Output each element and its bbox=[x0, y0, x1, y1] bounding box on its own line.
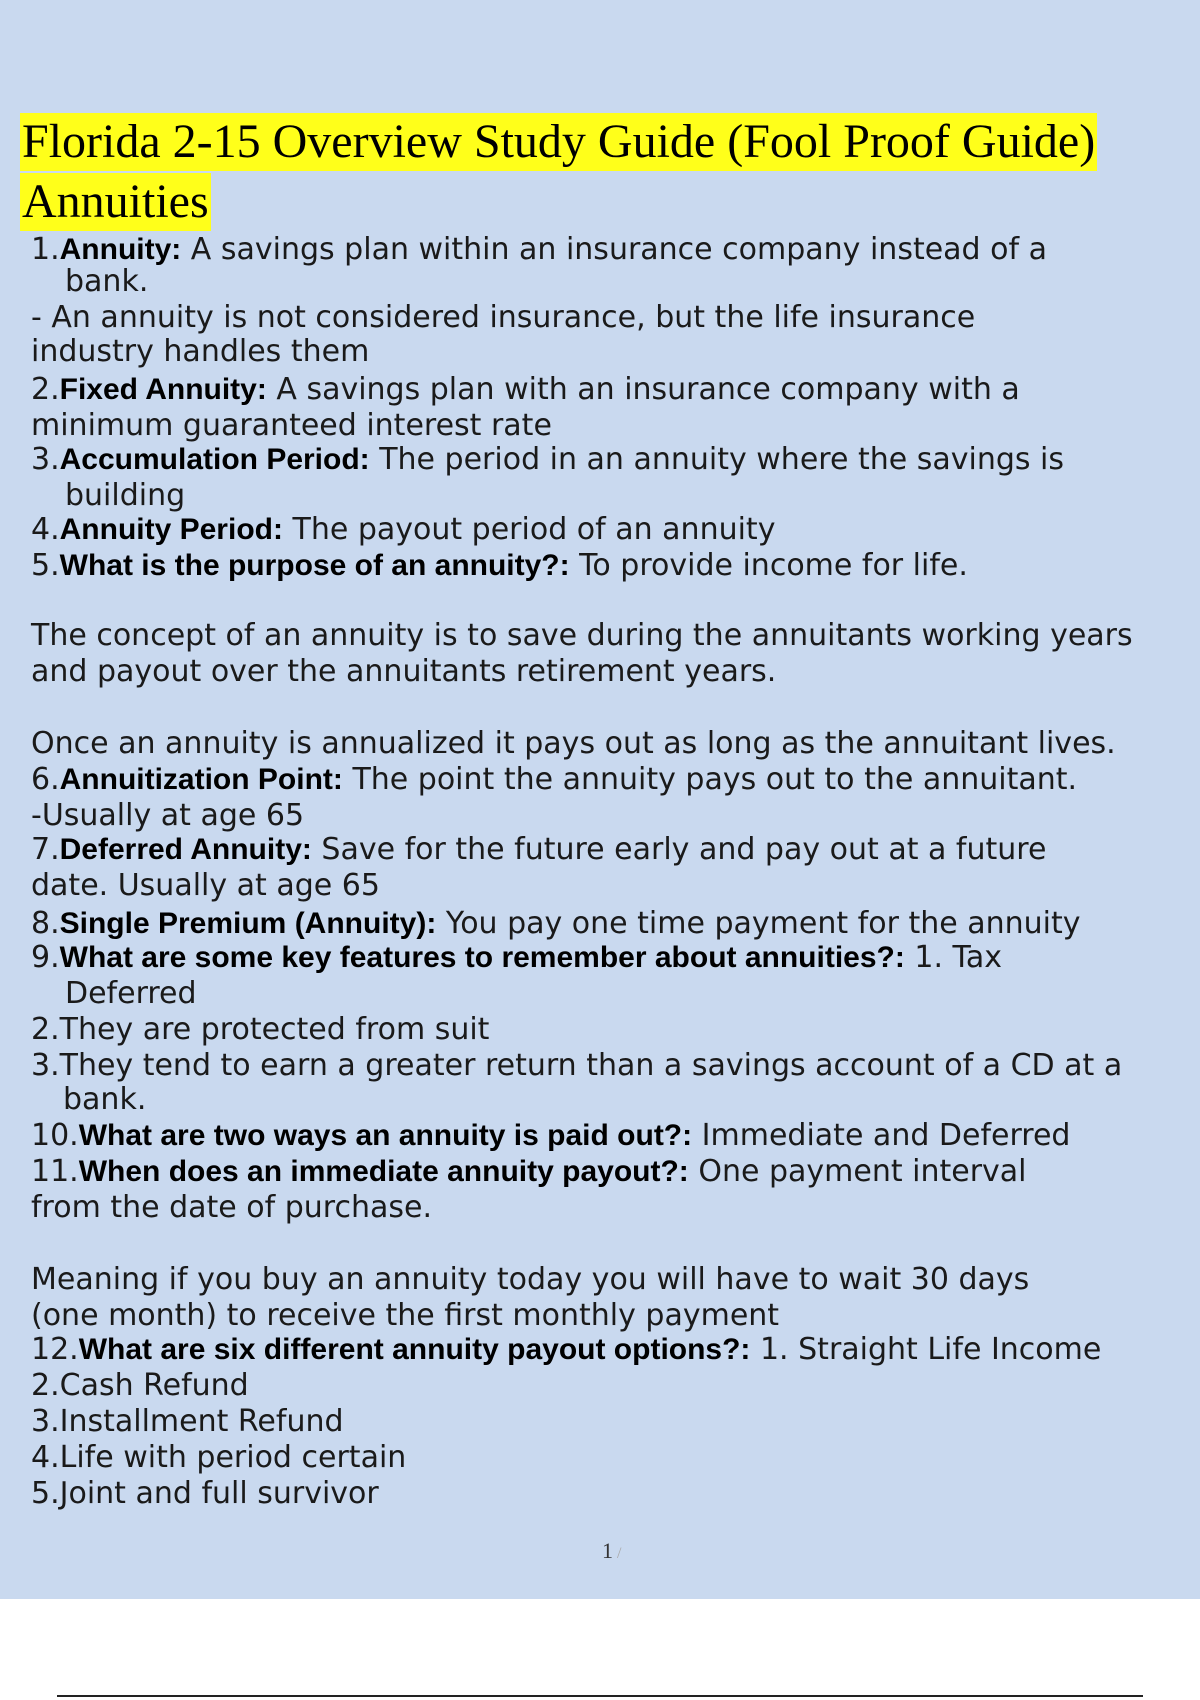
list-item bbox=[31, 1118, 1070, 1154]
item-definition: A savings plan with an insurance company with a bbox=[266, 372, 1020, 407]
item-term: What are some key features to remember about annuities?: bbox=[59, 941, 905, 974]
list-item bbox=[31, 548, 968, 584]
item-term: Annuitization Point: bbox=[59, 763, 343, 796]
item-number: 1. bbox=[31, 232, 60, 267]
item-continuation: Deferred bbox=[65, 976, 197, 1011]
list-item bbox=[31, 372, 1020, 408]
item-number: 10. bbox=[31, 1118, 79, 1153]
list-item bbox=[31, 1440, 406, 1476]
document-title: Florida 2-15 Overview Study Guide (Fool Proof Guide) bbox=[20, 113, 1097, 171]
list-item bbox=[31, 1332, 1101, 1368]
item-text: Life with period certain bbox=[59, 1440, 407, 1475]
page-separator: / bbox=[617, 1545, 622, 1562]
item-continuation: bank. bbox=[65, 264, 149, 299]
list-item bbox=[31, 1404, 344, 1440]
item-number: 9. bbox=[31, 940, 60, 975]
note-line: industry handles them bbox=[31, 334, 370, 369]
list-item bbox=[31, 906, 1081, 942]
list-item bbox=[31, 1368, 249, 1404]
item-text: Installment Refund bbox=[59, 1404, 344, 1439]
item-term: What are two ways an annuity is paid out?: bbox=[78, 1119, 693, 1152]
item-term: When does an immediate annuity payout?: bbox=[78, 1155, 689, 1188]
item-definition: The point the annuity pays out to the annuitant. bbox=[342, 762, 1078, 797]
page-number bbox=[602, 1538, 621, 1564]
list-item bbox=[31, 232, 1047, 268]
paragraph-line: Once an annuity is annualized it pays out as long as the annuitant lives. bbox=[31, 726, 1116, 761]
item-number: 7. bbox=[31, 832, 60, 867]
item-term: Deferred Annuity: bbox=[59, 833, 312, 866]
item-definition: You pay one time payment for the annuity bbox=[436, 906, 1081, 941]
item-text: They are protected from suit bbox=[59, 1012, 490, 1047]
item-number: 3. bbox=[31, 442, 60, 477]
list-item bbox=[31, 1048, 1122, 1084]
list-item bbox=[31, 1154, 1027, 1190]
item-number: 6. bbox=[31, 762, 60, 797]
list-item bbox=[31, 1012, 489, 1048]
item-definition: Save for the future early and pay out at a future bbox=[311, 832, 1047, 867]
item-term: What are six different annuity payout options?: bbox=[78, 1333, 751, 1366]
item-definition: A savings plan within an insurance company instead of a bbox=[181, 232, 1047, 267]
item-continuation: bank. bbox=[63, 1082, 147, 1117]
item-number: 4. bbox=[31, 1440, 60, 1475]
paragraph-line: The concept of an annuity is to save during the annuitants working years bbox=[31, 618, 1133, 653]
item-definition: 1. Tax bbox=[904, 940, 1003, 975]
item-term: Accumulation Period: bbox=[59, 443, 370, 476]
list-item bbox=[31, 1476, 379, 1512]
item-number: 12. bbox=[31, 1332, 79, 1367]
item-term: Annuity Period: bbox=[59, 513, 283, 546]
item-continuation: building bbox=[65, 478, 186, 513]
item-number: 5. bbox=[31, 548, 60, 583]
list-item bbox=[31, 832, 1046, 868]
section-title: Annuities bbox=[20, 173, 211, 231]
item-term: Single Premium (Annuity): bbox=[59, 907, 437, 940]
item-term: Fixed Annuity: bbox=[59, 373, 267, 406]
item-number: 4. bbox=[31, 512, 60, 547]
item-number: 2. bbox=[31, 1368, 60, 1403]
item-continuation: date. Usually at age 65 bbox=[31, 868, 380, 903]
item-text: Cash Refund bbox=[59, 1368, 249, 1403]
item-definition: One payment interval bbox=[688, 1154, 1027, 1189]
item-number: 3. bbox=[31, 1048, 60, 1083]
item-definition: To provide income for life. bbox=[569, 548, 968, 583]
item-continuation: minimum guaranteed interest rate bbox=[31, 408, 552, 443]
item-number: 3. bbox=[31, 1404, 60, 1439]
item-definition: 1. Straight Life Income bbox=[750, 1332, 1102, 1367]
list-item bbox=[31, 512, 775, 548]
item-number: 2. bbox=[31, 372, 60, 407]
item-term: What is the purpose of an annuity?: bbox=[59, 549, 570, 582]
item-definition: The period in an annuity where the savings is bbox=[369, 442, 1065, 477]
item-number: 11. bbox=[31, 1154, 79, 1189]
item-number: 5. bbox=[31, 1476, 60, 1511]
list-item bbox=[31, 762, 1077, 798]
item-number: 2. bbox=[31, 1012, 60, 1047]
item-text: They tend to earn a greater return than a savings account of a CD at a bbox=[59, 1048, 1123, 1083]
item-number: 8. bbox=[31, 906, 60, 941]
paragraph-line: (one month) to receive the first monthly payment bbox=[31, 1298, 780, 1333]
item-text: Joint and full survivor bbox=[59, 1476, 379, 1511]
item-continuation: -Usually at age 65 bbox=[31, 798, 305, 833]
paragraph-line: Meaning if you buy an annuity today you will have to wait 30 days bbox=[31, 1262, 1030, 1297]
item-continuation: from the date of purchase. bbox=[31, 1190, 433, 1225]
item-term: Annuity: bbox=[59, 233, 182, 266]
footer-rule bbox=[57, 1695, 1143, 1697]
list-item bbox=[31, 940, 1002, 976]
page-number-value: 1 bbox=[602, 1538, 613, 1563]
item-definition: The payout period of an annuity bbox=[282, 512, 776, 547]
paragraph-line: and payout over the annuitants retirement years. bbox=[31, 654, 777, 689]
item-definition: Immediate and Deferred bbox=[692, 1118, 1071, 1153]
note-line: - An annuity is not considered insurance, but the life insurance bbox=[31, 300, 976, 335]
list-item bbox=[31, 442, 1064, 478]
